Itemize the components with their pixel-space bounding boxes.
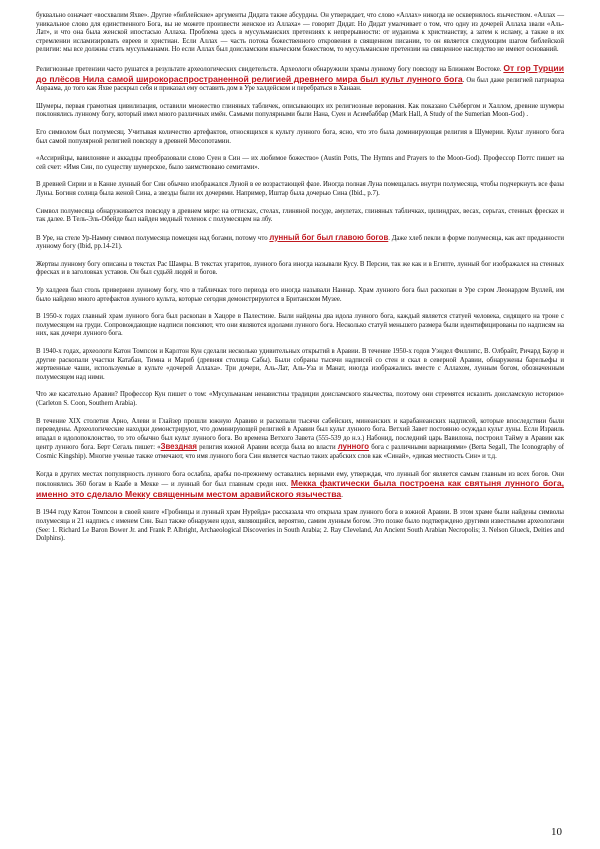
paragraph-2: Религиозные претензии часто рушатся в результате археологических свидетельств. Археологи обнаружили храмы лунному богу повсюду на Ближнем Востоке. От гор Турции до плёсов Нила самой широкораспространенной религией древнего мира был культ лунного бога. Он был даже религией патриарха Авраама, до того как Яхве раскрыл себя и приказал ему оставить дом в Уре халдейском и перебраться в Ханаан. bbox=[36, 62, 564, 93]
paragraph-10: Ур халдеев был столь привержен лунному богу, что в табличках того периода его иногда называли Наннар. Храм лунного бога был раскопан в Уре сэром Леонардом Вуллей, им было найдено много артефактов лунного культа, которые сегодня демонстрируются в Британском Музее. bbox=[36, 287, 564, 303]
highlight-phrase: лунный бог был главою богов bbox=[269, 232, 389, 242]
paragraph-4: Его символом был полумесяц. Учитывая количество артефактов, относящихся к культу лунного бога, ясно, что это была доминирующая религия в Шумерии. Культ лунного бога был самой популярной религией повсюду в древней Месопотамии. bbox=[36, 128, 564, 145]
highlight-phrase: Мекка фактически была построена как святыня лунного бога, именно это сделало Мекку священным местом аравийского язычества bbox=[36, 478, 565, 499]
page-number: 10 bbox=[551, 826, 562, 839]
paragraph-1: буквально означает «восхвалим Яхве». Другие «библейские» аргументы Дидата также абсурдны. Он утверждает, что слово «Аллах» никогда не осквернялось язычеством. «Аллах — уникальное слово для единственного Бога, вы не можете произвести женское из Аллаха» — говорит Дидат. Но Дидат умалчивает о том, что одну из дочерей Аллаха звали «Аль-Лат», и что она была женской ипостасью Аллаха. Проблема здесь в мусульманских претензиях к непрерывности: от иудаизма к христианству, а затем к исламу, а также в их стремлении исламизировать евреев и христиан. Если Аллах — часть потока божественного откровения в священном писании, то он является следующим шагом библейской религии: мы все должны стать мусульманами. Но если Аллах был доисламским языческим божеством, то мусульманские претензии на священное наследство не имеют оснований. bbox=[36, 12, 564, 54]
paragraph-8: В Уре, на стеле Ур-Намму символ полумесяца помещен над богами, потому что лунный бог был главою богов. Даже хлеб пекли в форме полумесяца, как акт преданности лунному богу (Ibid, pp.14-21). bbox=[36, 232, 565, 251]
paragraph-13: Что же касательно Аравии? Профессор Кун пишет о том: «Мусульманам ненавистны традиции доисламского язычества, поэтому они стремятся исказить доисламскую историю» (Carleton S. Coon, Southern Arabia). bbox=[36, 391, 564, 407]
paragraph-16: В 1944 году Катон Томпсон в своей книге «Гробницы и лунный храм Нурейда» рассказала что открыла храм лунного бога в южной Аравии. В этом храме были найдены символы полумесяца и 21 надпись с именем Син. Был также обнаружен идол, являющийся, вероятно, самим лунным богом. Это позже было подтверждено другими известными археологами (See: 1. Richard Le Baron Bower Jr. and Frank P. Albright, Archaeological Discoveries in South Arabia; 2. Ray Cleveland, An Ancient South Arabian Necropolis; 3. Nelson Glueck, Deities and Dolphins). bbox=[36, 509, 564, 543]
paragraph-5: «Ассирийцы, вавилоняне и аккадцы преобразовали слово Суен в Син — их любимое божество» (Austin Potts, The Hymns and Prayers to the Moon-God). Профессор Поттс пишет на сей счет: «Имя Син, по существу шумерское, было заимствовано семитами». bbox=[36, 155, 564, 171]
highlight-phrase: От гор Турции до плёсов Нила самой широкораспространенной религией древнего мира был культ лунного бога bbox=[36, 62, 564, 84]
paragraph-9: Жертвы лунному богу описаны в текстах Рас Шамры. В текстах угаритов, лунного бога иногда называли Кусу. В Персии, так же как и в Египте, лунный бог изображался на стенных фресках и в заголовках уставов. Он был судьёй людей и богов. bbox=[36, 260, 564, 277]
paragraph-7: Символ полумесяца обнаруживается повсюду в древнем мире: на оттисках, стелах, глиняной посуде, амулетах, глиняных табличках, цилиндрах, весах, серьгах, стенных фресках и так далее. В Тель-Эль-Обейде был найден медный теленок с полумесяцем на лбу. bbox=[36, 207, 564, 224]
paragraph-12: В 1940-х годах, археологи Катон Томпсон и Карлтон Кун сделали несколько удивительных открытий в Аравии. В течение 1950-х годов Уэндел Филлипс, В. Олбрайт, Ричард Бауэр и другие раскопали участки Катабан, Тимна и Мариб (древняя столица Сабы). Были собраны тысячи надписей со стен и скал в северной Аравии, обнаружены барельефы и жертвенные чаши, используемые в культе «дочерей Аллаха». Три дочери, Аль-Лат, Аль-Уза и Манат, иногда изображались вместе с Аллахом, лунным богом, обозначенным полумесяцем над ними. bbox=[36, 348, 564, 381]
paragraph-6: В древней Сирии и в Канне лунный бог Син обычно изображался Луной в ее возрастающей фазе. Иногда полная Луна помещалась внутри полумесяца, чтобы подчеркнуть все фазы Луны. Богиня солнца была женой Сина, а звезды были их дочерями. Например, Иштар была дочерью Сина (Ibid., p.7). bbox=[36, 181, 564, 197]
highlight-word: Звездная bbox=[160, 442, 197, 452]
paragraph-15: Когда в других местах популярность лунного бога ослабла, арабы по-прежнему оставались верными ему, утверждая, что лунный бог является самым главным из всех богов. Они поклонялись 360 богам в Каабе в Мекке — и лунный бог был главным среди них. Мекка фактически была построена как святыня лунного бога, именно это сделало Мекку священным местом аравийского язычества. bbox=[36, 470, 565, 499]
paragraph-11: В 1950-х годах главный храм лунного бога был раскопан в Хацоре в Палестине. Были найдены два идола лунного бога, каждый является статуей человека, сидящего на троне с полумесяцем на груди. Сопровождающие надписи поясняют, что они являются идолами лунного бога. Несколько статуй меньшего размера были идентифицированы по надписям на них, как дочери лунного бога. bbox=[36, 313, 564, 338]
paragraph-14: В течение XIX столетия Арно, Алеви и Глайзер прошли южную Аравию и раскопали тысячи сабейских, минеанских и карабанеанских надписей, которые впоследствии были переведены. Археологические находки демонстрируют, что доминирующей религией в Аравии был культ лунного бога. Ветхий Завет постоянно осуждал культ луны. Если Израиль впадал в идолопоклонство, то это обычно был культ лунного бога. Во времена Ветхого Завета (555-539 до н.э.) Набонид, последний царь Вавилона, построил Тайму в Аравии как центр лунного бога. Берт Сегаль пишет: «Звездная религия южной Аравии всегда была во власти лунного бога с различными вариациями» (Berta Segall, The Iconography of Cosmic Kingship). Многие ученые также отмечают, что имя лунного бога Син является частью таких арабских слов как «Синай», «дикая местность Син» и т.д. bbox=[36, 417, 564, 460]
paragraph-3: Шумеры, первая грамотная цивилизация, оставили множество глиняных табличек, описывающих их религиозные верования. Как показано Съёбергом и Халлом, древние шумеры поклонялись лунному богу, который имел много различных имён. Самыми популярными были Нана, Суен и Асимбаббар (Mark Hall, A Study of the Sumerian Moon-God) . bbox=[36, 102, 564, 119]
highlight-word: лунного bbox=[337, 442, 370, 452]
